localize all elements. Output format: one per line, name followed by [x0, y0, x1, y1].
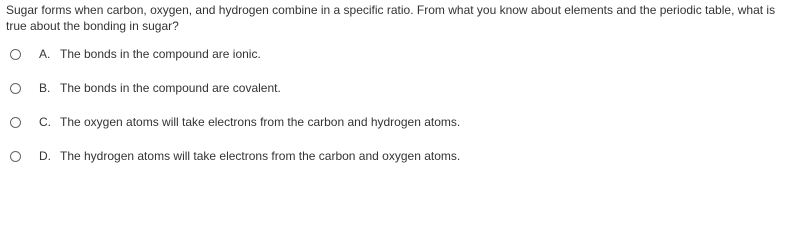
option-d[interactable] [0, 146, 800, 168]
option-label[interactable]: The hydrogen atoms will take electrons from the carbon and oxygen atoms. [60, 149, 461, 163]
radio-button-icon[interactable] [10, 83, 21, 94]
option-label[interactable]: The bonds in the compound are covalent. [60, 81, 281, 95]
option-letter: D. [39, 149, 51, 163]
radio-button-icon[interactable] [10, 151, 21, 162]
option-c[interactable] [0, 112, 800, 134]
option-letter: C. [39, 115, 51, 129]
option-a[interactable] [0, 44, 800, 66]
option-letter: B. [39, 81, 51, 95]
question-text: Sugar forms when carbon, oxygen, and hydrogen combine in a specific ratio. From what you know about elements and the periodic table, what is true about the bonding in sugar? [6, 3, 776, 33]
option-letter: A. [39, 47, 51, 61]
radio-button-icon[interactable] [10, 49, 21, 60]
radio-button-icon[interactable] [10, 117, 21, 128]
option-b[interactable] [0, 78, 800, 100]
option-label[interactable]: The oxygen atoms will take electrons from the carbon and hydrogen atoms. [60, 115, 461, 129]
option-label[interactable]: The bonds in the compound are ionic. [60, 47, 261, 61]
